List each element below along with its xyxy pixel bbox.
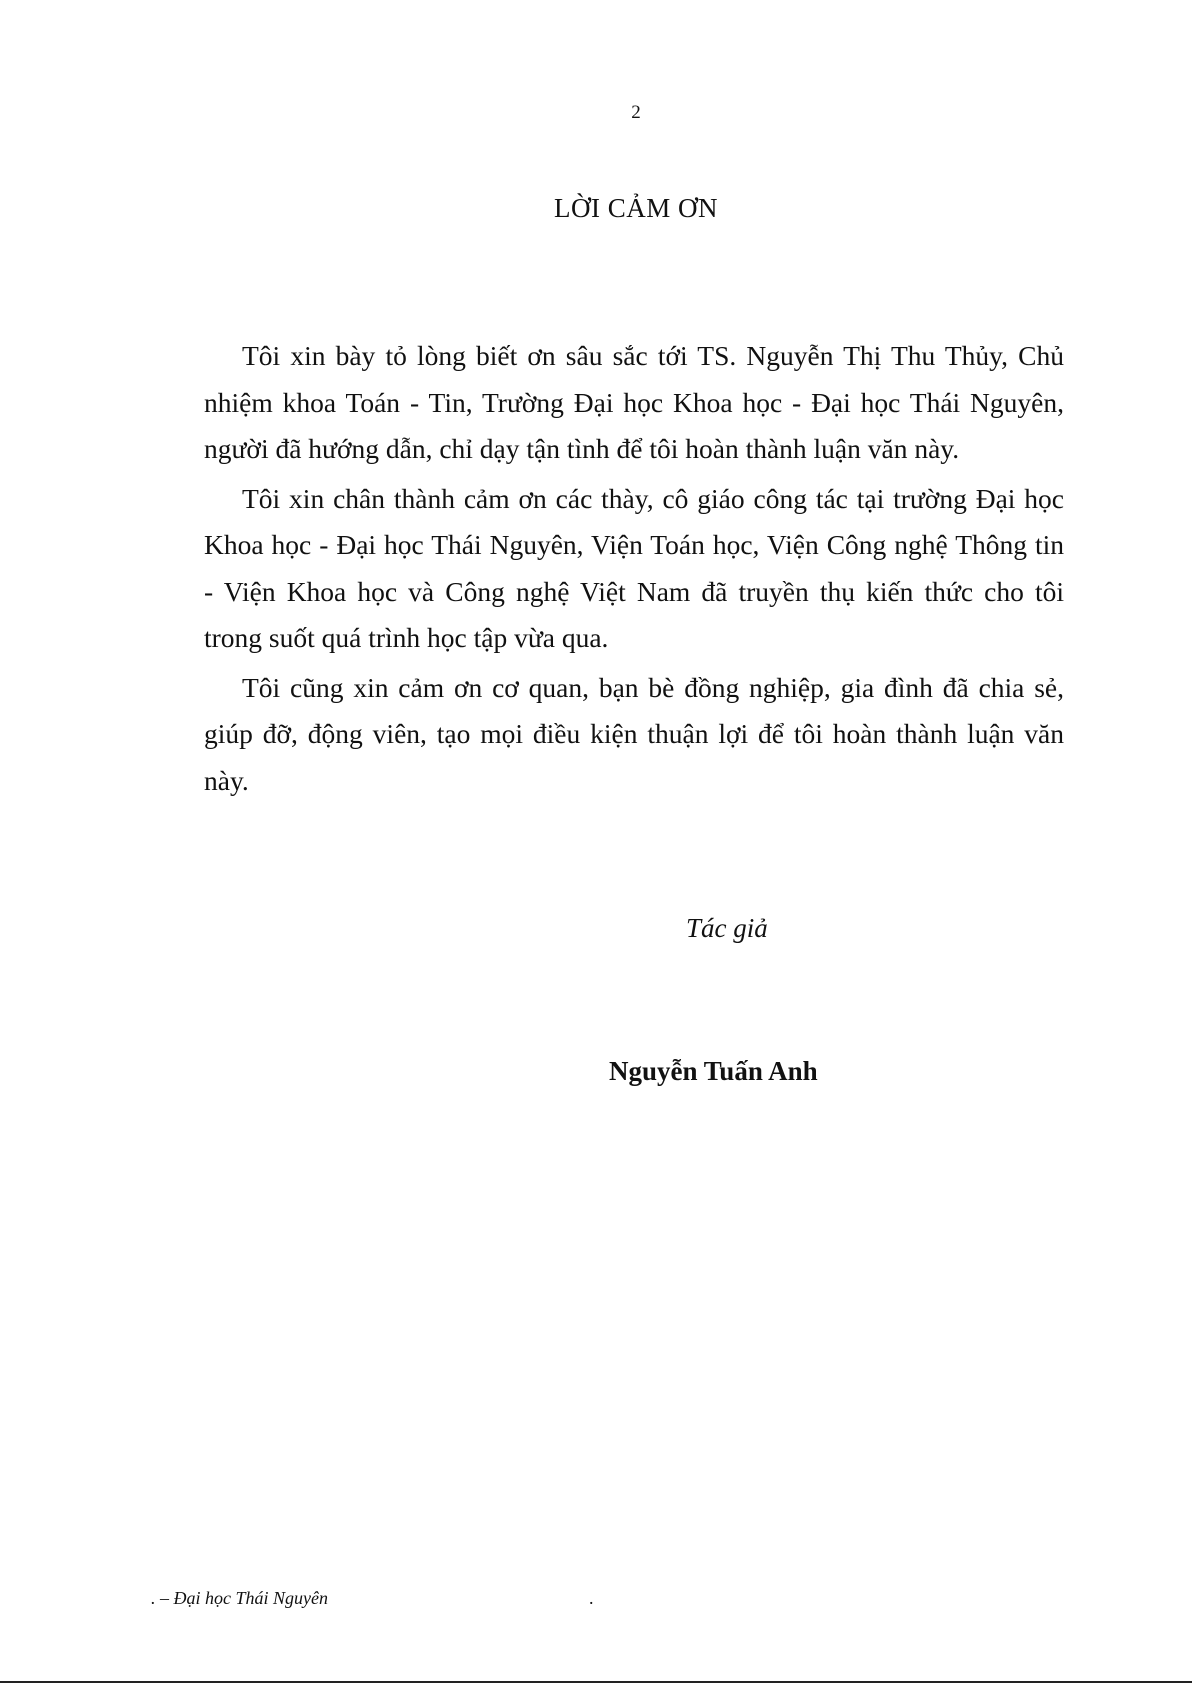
paragraph-2: Tôi xin chân thành cảm ơn các thày, cô giáo công tác tại trường Đại học Khoa học - Đại học Thái Nguyên, Viện Toán học, Viện Công nghệ Thông tin - Viện Khoa học và Công nghệ Việt Nam đã truyền thụ kiến thức cho tôi trong suốt quá trình học tập vừa qua. [204,482,1064,653]
page-title: LỜI CẢM ƠN [554,193,718,223]
acknowledgement-body [204,333,1064,807]
paragraph-3: Tôi cũng xin cảm ơn cơ quan, bạn bè đồng nghiệp, gia đình đã chia sẻ, giúp đỡ, động viên, tạo mọi điều kiện thuận lợi để tôi hoàn thành luận văn này. [204,671,1064,796]
bottom-rule [0,1681,1192,1683]
author-label: Tác giả [686,913,768,943]
footer-mark: . [589,1588,594,1608]
page-number: 2 [631,102,641,123]
paragraph-1: Tôi xin bày tỏ lòng biết ơn sâu sắc tới TS. Nguyễn Thị Thu Thủy, Chủ nhiệm khoa Toán - Tin, Trường Đại học Khoa học - Đại học Thái Nguyên, người đã hướng dẫn, chỉ dạy tận tình để tôi hoàn thành luận văn này. [204,340,1064,464]
footer-institution: . – Đại học Thái Nguyên [151,1588,328,1608]
author-name: Nguyễn Tuấn Anh [609,1056,818,1086]
